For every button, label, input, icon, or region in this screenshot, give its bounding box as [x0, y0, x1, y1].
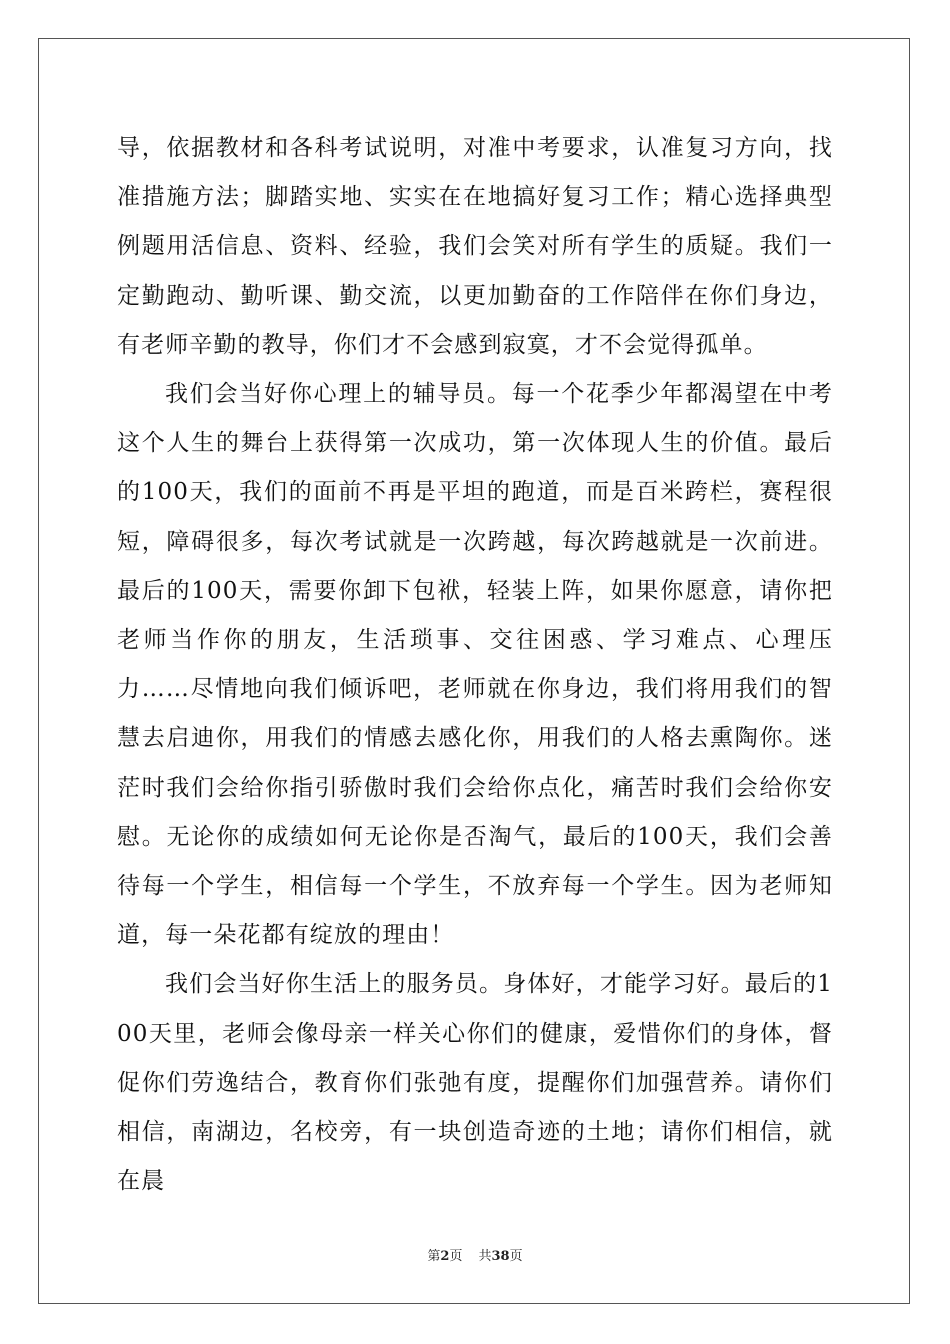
- page-suffix: 页: [449, 1249, 463, 1264]
- paragraph-1: 导，依据教材和各科考试说明，对准中考要求，认准复习方向，找准措施方法；脚踏实地、实实在在地搞好复习工作；精心选择典型例题用活信息、资料、经验，我们会笑对所有学生的质疑。我们一定勤跑动、勤听课、勤交流，以更加勤奋的工作陪伴在你们身边，有老师辛勤的教导，你们才不会感到寂寞，才不会觉得孤单。: [117, 135, 833, 358]
- page-prefix: 第: [427, 1249, 441, 1264]
- page-footer: [0, 1248, 950, 1266]
- page-number: 2: [440, 1249, 450, 1264]
- total-prefix: 共: [478, 1249, 492, 1264]
- total-pages: 38: [491, 1249, 510, 1264]
- document-body: [117, 124, 833, 1206]
- paragraph-3: 我们会当好你生活上的服务员。身体好，才能学习好。最后的100天里，老师会像母亲一样关心你们的健康，爱惜你们的身体，督促你们劳逸结合，教育你们张弛有度，提醒你们加强营养。请你们相信，南湖边，名校旁，有一块创造奇迹的土地；请你们相信，就在晨: [117, 971, 833, 1195]
- paragraph-2: 我们会当好你心理上的辅导员。每一个花季少年都渴望在中考这个人生的舞台上获得第一次成功，第一次体现人生的价值。最后的100天，我们的面前不再是平坦的跑道，而是百米跨栏，赛程很短，障碍很多，每次考试就是一次跨越，每次跨越就是一次前进。最后的100天，需要你卸下包袱，轻装上阵，如果你愿意，请你把老师当作你的朋友，生活琐事、交往困惑、学习难点、心理压力……尽情地向我们倾诉吧，老师就在你身边，我们将用我们的智慧去启迪你，用我们的情感去感化你，用我们的人格去熏陶你。迷茫时我们会给你指引骄傲时我们会给你点化，痛苦时我们会给你安慰。无论你的成绩如何无论你是否淘气，最后的100天，我们会善待每一个学生，相信每一个学生，不放弃每一个学生。因为老师知道，每一朵花都有绽放的理由！: [117, 381, 833, 949]
- total-suffix: 页: [509, 1249, 523, 1264]
